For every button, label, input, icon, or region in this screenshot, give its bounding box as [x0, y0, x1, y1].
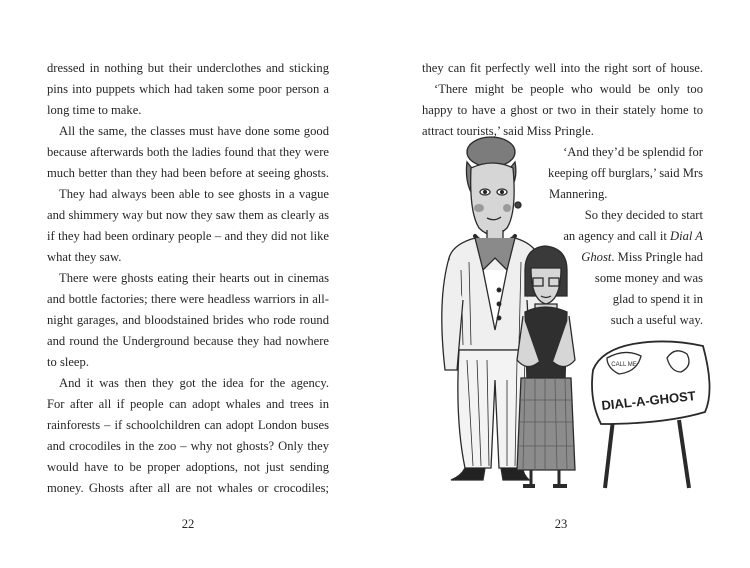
left-line-10: what they saw. — [47, 250, 122, 264]
right-line-9 — [535, 226, 703, 246]
left-line-6: much better than they had been before at seeing ghosts. — [47, 166, 329, 180]
right-line-4: attract tourists,’ said Miss Pringle. — [422, 124, 594, 138]
page-number-left: 22 — [181, 517, 195, 531]
left-line-17: For after all if people can adopt whales and trees in — [47, 397, 329, 411]
left-line-1: dressed in nothing but their underclothes and sticking — [47, 61, 329, 75]
right-line-12: glad to spend it in — [612, 292, 703, 306]
left-line-14: and round the Underground because they had nowhere — [47, 334, 329, 348]
left-line-19: and crocodiles in the zoo – why not ghosts? Only they — [47, 439, 329, 453]
right-line-2: ‘There might be people who would be only too — [434, 82, 703, 96]
left-line-2: pins into puppets which had taken some poor person a — [47, 82, 329, 96]
agency-name-italic: Dial A — [669, 229, 703, 243]
right-line-10 — [535, 247, 703, 267]
left-line-18: rainforests – if schoolchildren can adopt London buses — [47, 418, 329, 432]
left-line-16: And it was then they got the idea for the agency. — [59, 376, 329, 390]
left-line-7: They had always been able to see ghosts in a vague — [59, 187, 329, 201]
left-line-15: to sleep. — [47, 355, 89, 369]
right-line-7: Mannering. — [549, 187, 608, 201]
agency-name-italic-2: Ghost — [581, 250, 612, 264]
left-line-12: and bottle factories; there were headless warriors in all- — [47, 292, 329, 306]
dial-a-ghost-sign — [592, 341, 710, 488]
right-line-11: some money and was — [594, 271, 703, 285]
right-line-13: such a useful way. — [610, 313, 703, 327]
left-line-5: because afterwards both the ladies found that they were — [47, 145, 329, 159]
left-line-8: and shimmery way but now they saw them as clearly as — [47, 208, 329, 222]
right-line-3: happy to have a ghost or two in their stately home to — [422, 103, 703, 117]
page-number-right: 23 — [554, 517, 568, 531]
left-line-3: long time to make. — [47, 103, 142, 117]
left-line-4: All the same, the classes must have done some good — [59, 124, 329, 138]
right-page — [375, 0, 750, 568]
small-sign-text: CALL ME — [611, 362, 637, 368]
right-line-10-text: . Miss Pringle had — [611, 250, 703, 264]
left-line-13: night garages, and bloodstained brides who rode round — [47, 313, 329, 327]
right-line-1: they can fit perfectly well into the right sort of house. — [422, 61, 703, 75]
left-line-20: would have to be proper adoptions, not just sending — [47, 460, 329, 474]
sign-text: DIAL-A-GHOST — [600, 388, 697, 413]
right-line-8: So they decided to start — [584, 208, 703, 222]
left-line-21: money. Ghosts after all are not whales or crocodiles; — [47, 481, 329, 495]
left-line-11: There were ghosts eating their hearts out in cinemas — [59, 271, 329, 285]
left-line-9: if they had been ordinary people – and they did not like — [47, 229, 329, 243]
right-line-6: keeping off burglars,’ said Mrs — [548, 166, 703, 180]
right-line-9-text: an agency and call it — [563, 229, 667, 243]
right-line-5: ‘And they’d be splendid for — [563, 145, 703, 159]
